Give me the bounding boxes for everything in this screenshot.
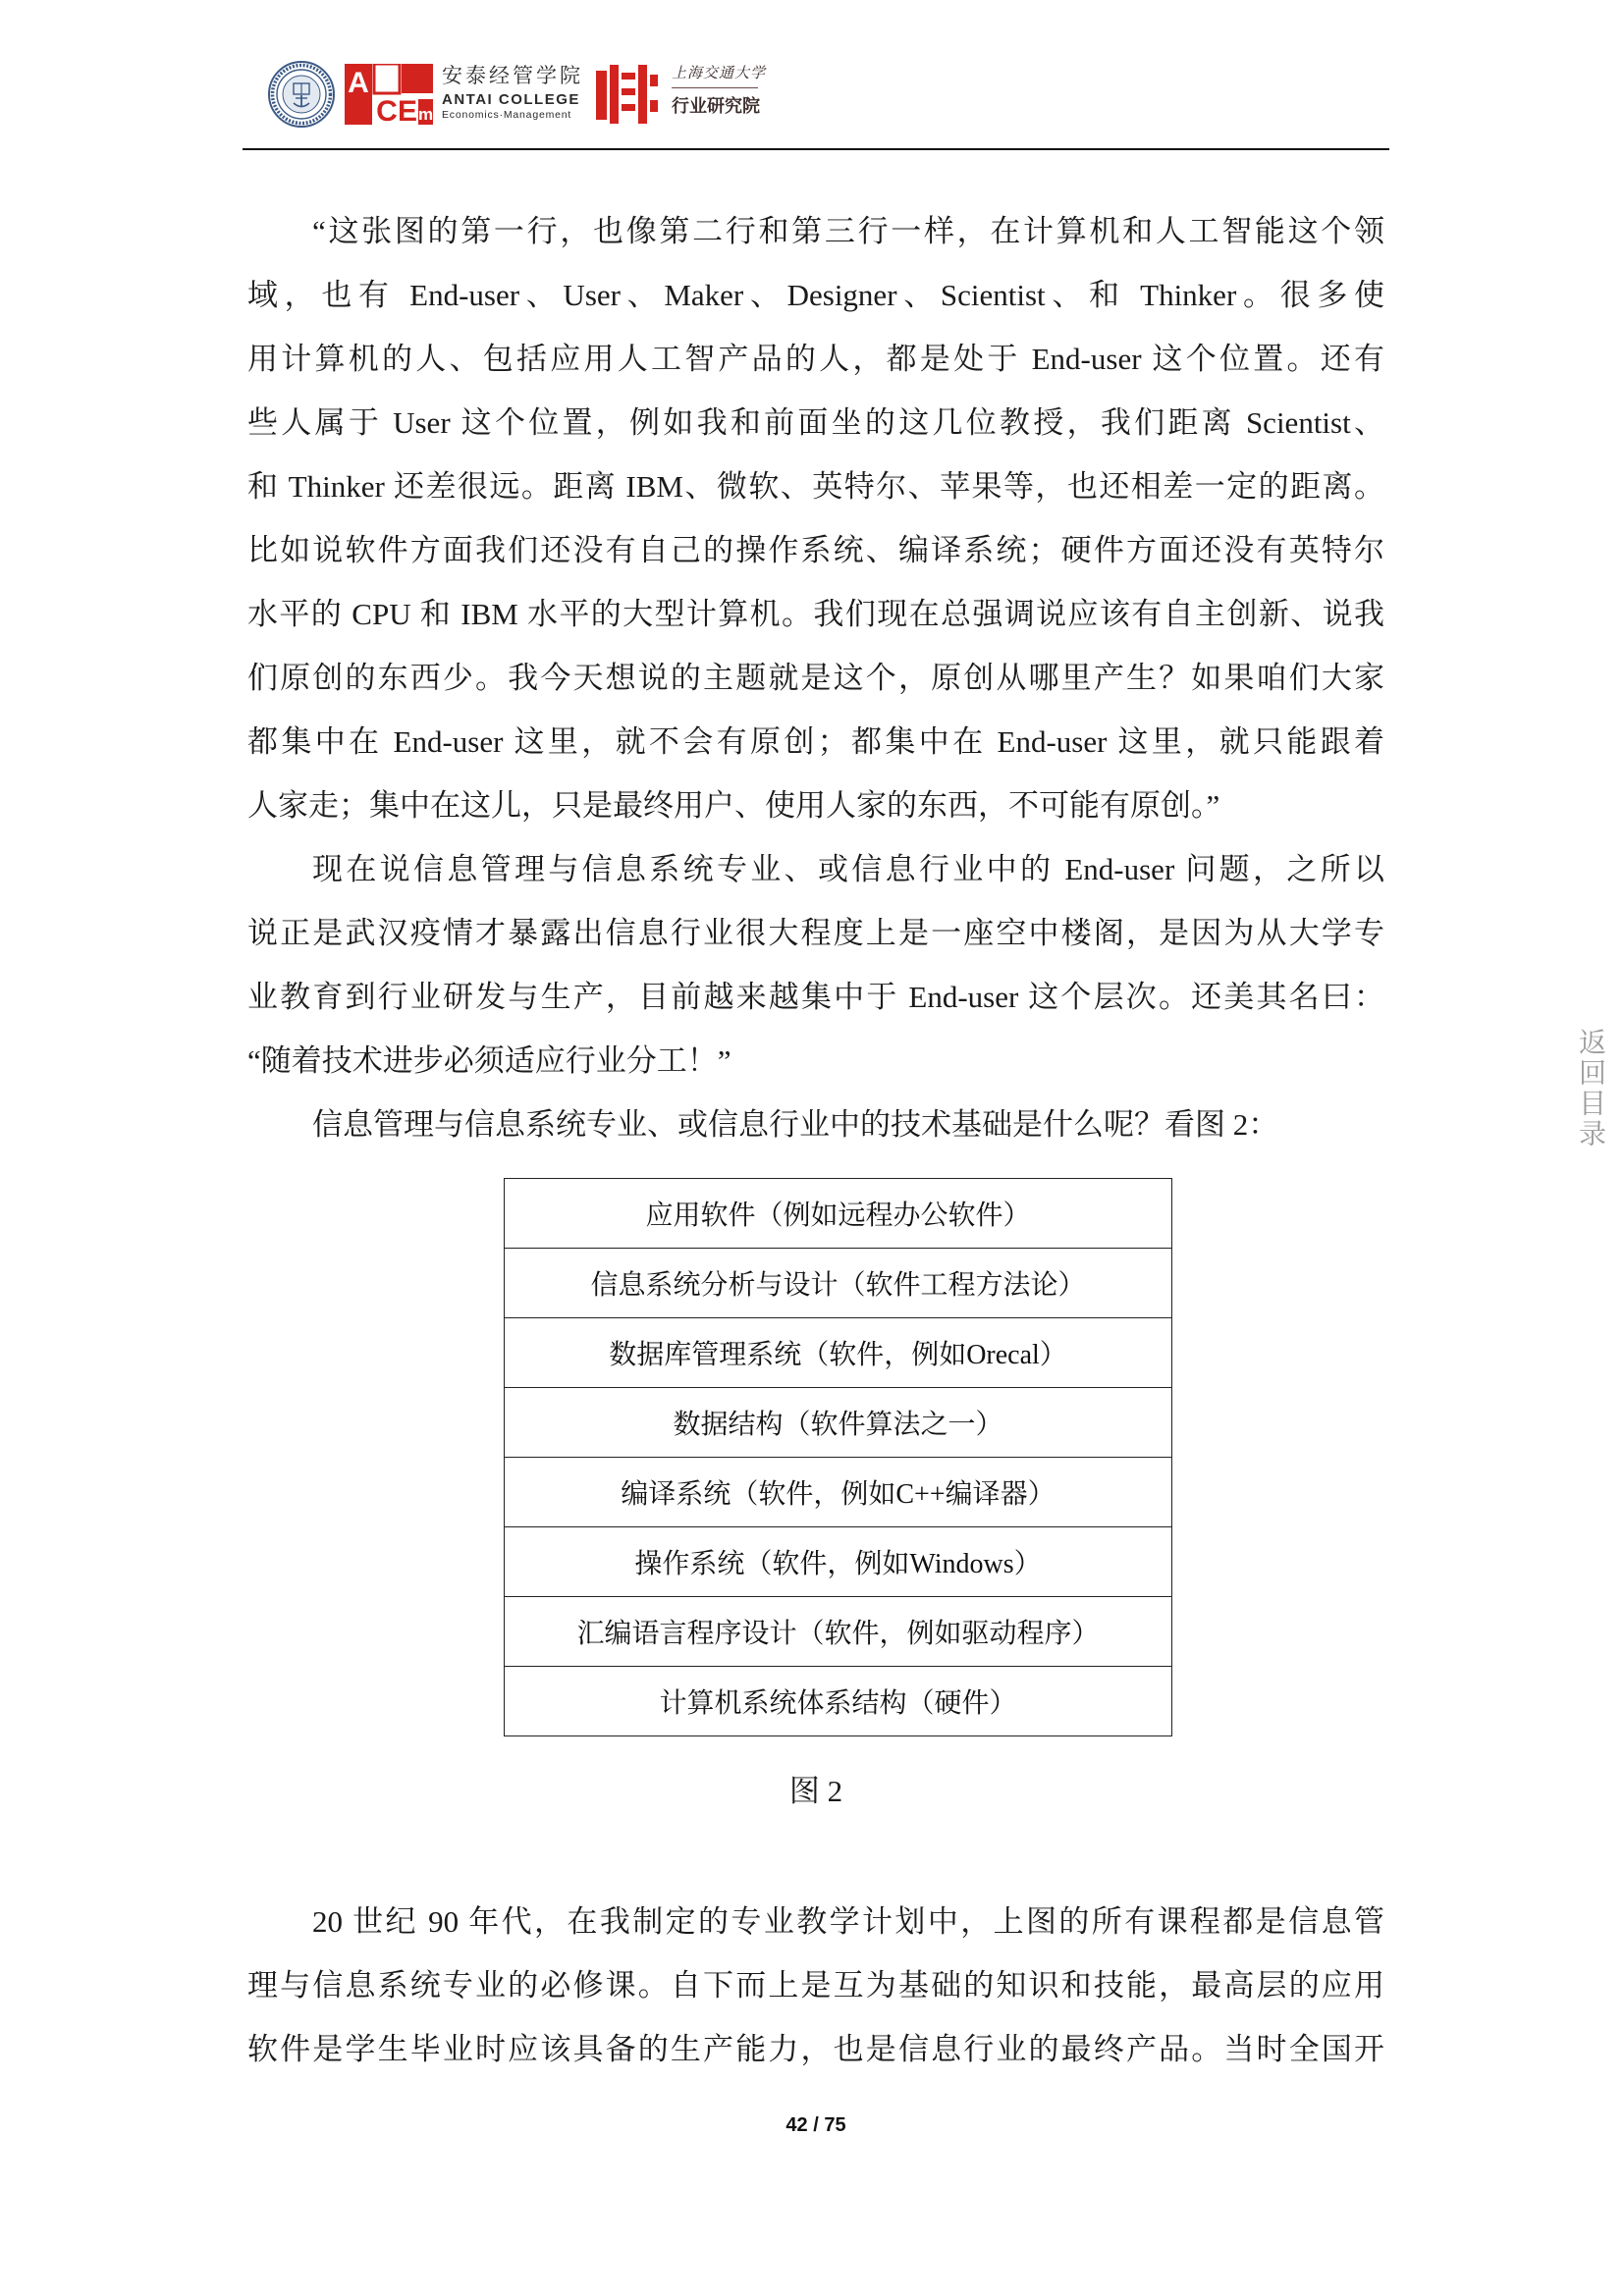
text-line: 人家走；集中在这儿，只是最终用户、使用人家的东西，不可能有原创。”	[247, 788, 1220, 823]
text-line: “这张图的第一行，也像第二行和第三行一样，在计算机和人工智能这个领	[312, 214, 1384, 248]
paragraph	[247, 1093, 1384, 1156]
paragraph	[247, 199, 1384, 837]
divider	[672, 87, 758, 88]
text-line: “随着技术进步必须适应行业分工！”	[247, 1043, 731, 1078]
table-row	[505, 1527, 1172, 1597]
svg-text:m: m	[417, 105, 433, 124]
table-cell: 应用软件（例如远程办公软件）	[505, 1179, 1172, 1249]
text-line: 比如说软件方面我们还没有自己的操作系统、编译系统；硬件方面还没有英特尔	[247, 533, 1384, 567]
table-row	[505, 1667, 1172, 1736]
text-line: 用计算机的人、包括应用人工智产品的人，都是处于 End-user 这个位置。还有	[247, 342, 1384, 376]
text-line: 些人属于 User 这个位置，例如我和前面坐的这几位教授，我们距离 Scientist、	[247, 405, 1384, 440]
text-line: 现在说信息管理与信息系统专业、或信息行业中的 End-user 问题，之所以	[312, 852, 1384, 886]
table-cell: 数据结构（软件算法之一）	[505, 1388, 1172, 1458]
table-row	[505, 1179, 1172, 1249]
header-rule	[243, 148, 1389, 150]
text-line: 20 世纪 90 年代，在我制定的专业教学计划中，上图的所有课程都是信息管	[312, 1904, 1384, 1939]
sjtu-institute-block	[672, 62, 767, 119]
text-line: 软件是学生毕业时应该具备的生产能力，也是信息行业的最终产品。当时全国开	[247, 2032, 1384, 2066]
table-cell: 操作系统（软件，例如Windows）	[505, 1527, 1172, 1597]
industry-institute-logo	[596, 65, 658, 124]
figure-table	[504, 1178, 1172, 1736]
text-line: 理与信息系统专业的必修课。自下而上是互为基础的知识和技能，最高层的应用	[247, 1968, 1384, 2002]
table-row	[505, 1458, 1172, 1527]
text-line: 信息管理与信息系统专业、或信息行业中的技术基础是什么呢？看图 2：	[312, 1107, 1279, 1142]
text-line: 业教育到行业研发与生产，目前越来越集中于 End-user 这个层次。还美其名曰：	[247, 980, 1384, 1014]
paragraph	[247, 1890, 1384, 2081]
acem-logo	[345, 64, 433, 125]
text-line: 都集中在 End-user 这里，就不会有原创；都集中在 End-user 这里，就只能跟着	[247, 724, 1384, 759]
paragraph	[247, 837, 1384, 1093]
text-line: 说正是武汉疫情才暴露出信息行业很大程度上是一座空中楼阁，是因为从大学专	[247, 916, 1384, 950]
table-cell: 汇编语言程序设计（软件，例如驱动程序）	[505, 1597, 1172, 1667]
svg-text:A: A	[348, 67, 369, 99]
university-seal-logo	[267, 60, 336, 129]
body-text	[247, 199, 1384, 1156]
university-name: 上海交通大学	[672, 66, 767, 81]
table-row	[505, 1318, 1172, 1388]
college-name-en: ANTAI COLLEGE	[442, 91, 580, 108]
table-cell: 信息系统分析与设计（软件工程方法论）	[505, 1249, 1172, 1318]
svg-text:C: C	[376, 95, 398, 125]
table-cell: 计算机系统体系结构（硬件）	[505, 1667, 1172, 1736]
table-cell: 数据库管理系统（软件，例如Orecal）	[505, 1318, 1172, 1388]
body-text	[247, 1890, 1384, 2081]
text-line: 域，也有 End-user、User、Maker、Designer、Scientist、和 Thinker。很多使	[247, 278, 1384, 312]
college-subtitle-en: Economics·Management	[442, 109, 572, 121]
college-name-cn: 安泰经管学院	[442, 65, 583, 87]
figure-caption: 图 2	[788, 1774, 843, 1808]
text-line: 和 Thinker 还差很远。距离 IBM、微软、英特尔、苹果等，也还相差一定的距离。	[247, 469, 1384, 504]
text-line: 们原创的东西少。我今天想说的主题就是这个，原创从哪里产生？如果咱们大家	[247, 661, 1384, 695]
table-cell: 编译系统（软件，例如C++编译器）	[505, 1458, 1172, 1527]
text-line: 水平的 CPU 和 IBM 水平的大型计算机。我们现在总强调说应该有自主创新、说我	[247, 597, 1384, 631]
institute-name: 行业研究院	[672, 96, 760, 116]
page-number: 42 / 75	[785, 2114, 846, 2136]
table-row	[505, 1249, 1172, 1318]
table-row	[505, 1597, 1172, 1667]
svg-text:E: E	[397, 95, 418, 125]
page-header	[0, 0, 1624, 157]
table-row	[505, 1388, 1172, 1458]
back-to-toc-link[interactable]: 返回目录	[1575, 1028, 1605, 1149]
college-name-block	[442, 63, 589, 122]
